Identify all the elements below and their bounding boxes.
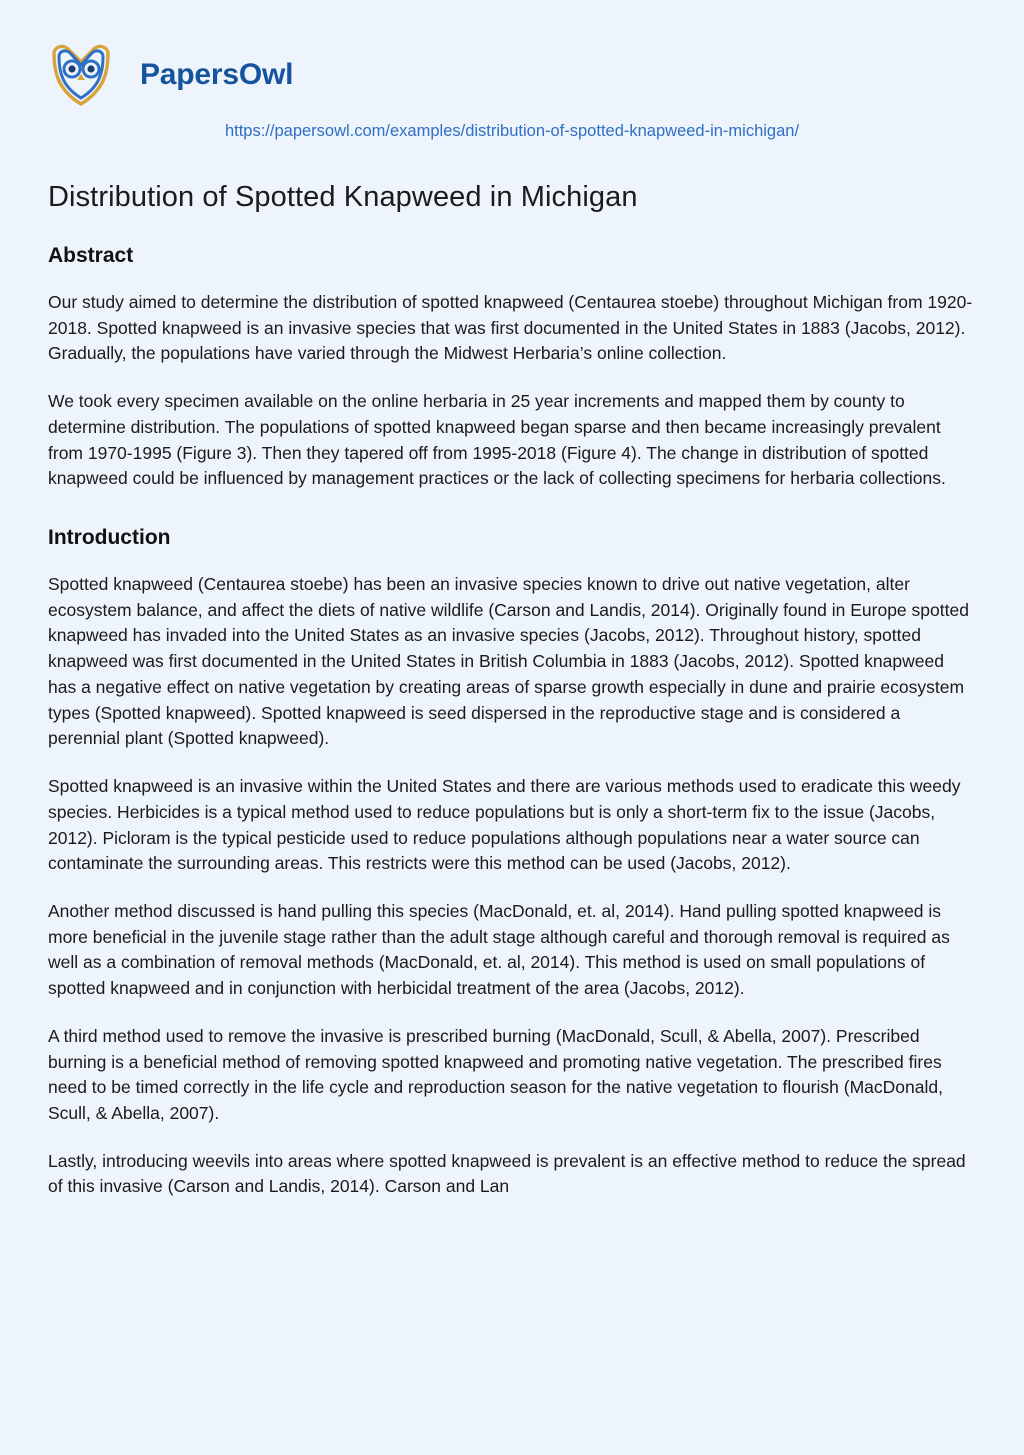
site-header (0, 0, 1024, 112)
paragraph: Spotted knapweed (Centaurea stoebe) has been an invasive species known to drive out native vegetation, alter ecosystem balance, and affect the diets of native wildlife (Carson and Landis, 2014). Originally found in Europe spotted knapweed has invaded into the United States as an invasive species (Jacobs, 2012). Throughout history, spotted knapweed was first documented in the United States in British Columbia in 1883 (Jacobs, 2012). Spotted knapweed has a negative effect on native vegetation by creating areas of sparse growth especially in dune and prairie ecosystem types (Spotted knapweed). Spotted knapweed is seed dispersed in the reproductive stage and is considered a perennial plant (Spotted knapweed). (48, 574, 969, 749)
paragraph: A third method used to remove the invasive is prescribed burning (MacDonald, Scull, & Abella, 2007). Prescribed burning is a beneficial method of removing spotted knapweed and promoting native vegetation. The prescribed fires need to be timed correctly in the life cycle and reproduction season for the native vegetation to flourish (MacDonald, Scull, & Abella, 2007). (48, 1025, 943, 1123)
page-title: Distribution of Spotted Knapweed in Michigan (48, 181, 638, 213)
page-url[interactable]: https://papersowl.com/examples/distribution-of-spotted-knapweed-in-michigan/ (224, 122, 800, 140)
paragraph: Our study aimed to determine the distribution of spotted knapweed (Centaurea stoebe) throughout Michigan from 1920-2018. Spotted knapweed is an invasive species that was first documented in the United States in 1883 (Jacobs, 2012). Gradually, the populations have varied through the Midwest Herbaria’s online collection. (48, 292, 973, 364)
paragraph: Another method discussed is hand pulling this species (MacDonald, et. al, 2014). Hand pulling spotted knapweed is more beneficial in the juvenile stage rather than the adult stage although careful and thorough removal is required as well as a combination of removal methods (MacDonald, et. al, 2014). This method is used on small populations of spotted knapweed and in conjunction with herbicidal treatment of the area (Jacobs, 2012). (48, 900, 950, 999)
article-body (0, 141, 1024, 1230)
paragraph: Spotted knapweed is an invasive within the United States and there are various methods used to eradicate this weedy species. Herbicides is a typical method used to reduce populations but is only a short-term fix to the issue (Jacobs, 2012). Picloram is the typical pesticide used to reduce populations although populations near a water source can contaminate the surrounding areas. This restricts were this method can be used (Jacobs, 2012). (48, 776, 961, 874)
brand-name: PapersOwl (140, 58, 294, 91)
section-heading-abstract: Abstract (48, 244, 134, 267)
owl-logo-icon[interactable] (44, 38, 118, 112)
paragraph: We took every specimen available on the online herbaria in 25 year increments and mapped them by county to determine distribution. The populations of spotted knapweed began sparse and then became increasingly prevalent from 1970-1995 (Figure 3). Then they tapered off from 1995-2018 (Figure 4). The change in distribution of spotted knapweed could be influenced by management practices or the lack of collecting specimens for herbaria collections. (48, 391, 946, 489)
paragraph: Lastly, introducing weevils into areas where spotted knapweed is prevalent is an effective method to reduce the spread of this invasive (Carson and Landis, 2014). Carson and Lan (48, 1150, 966, 1197)
section-heading-introduction: Introduction (48, 526, 171, 550)
